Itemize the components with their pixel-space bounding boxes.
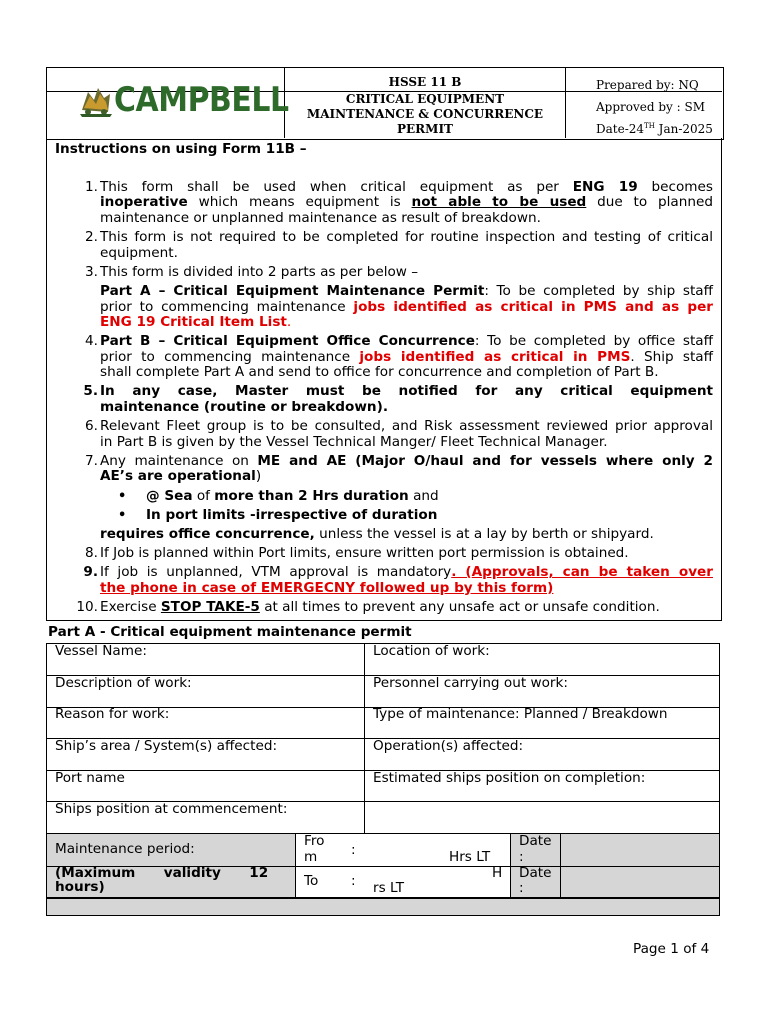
part-a-title: Part A - Critical equipment maintenance permit	[48, 624, 412, 640]
prepared-by: Prepared by: NQ	[596, 78, 699, 92]
i1-f: not able to be used	[411, 194, 587, 210]
i4-line2-a: prior to commencing maintenance	[100, 349, 360, 365]
i4-bold: Part B – Critical Equipment Office Concurrence	[100, 333, 475, 349]
port-name-label: Port name	[55, 770, 125, 786]
item-9-line1	[100, 565, 713, 581]
col-line-a	[295, 833, 296, 897]
part-a-line2-a: prior to commencing maintenance	[100, 299, 354, 315]
date-sup: TH	[644, 122, 655, 130]
i9-b: . (	[451, 564, 472, 580]
item-1-line2	[100, 195, 713, 211]
description-label: Description of work:	[55, 675, 192, 691]
b1-d: and	[408, 488, 439, 504]
item-3: This form is divided into 2 parts as per below –	[100, 264, 419, 280]
date-colon-1: :	[519, 849, 524, 865]
revision-date	[596, 122, 713, 136]
item-7-line2	[100, 469, 713, 485]
i4-line2-red: jobs identified as critical in PMS	[359, 349, 631, 365]
item-4-line3: shall complete Part A and send to office for concurrence and completion of Part B.	[100, 364, 659, 380]
bullet-2-icon: •	[118, 508, 127, 523]
i1-a: This form shall be used when critical equipment as per	[100, 179, 573, 195]
campbell-logo	[78, 80, 289, 120]
item-7-tail	[100, 527, 713, 543]
i4-line2-end: . Ship staff	[630, 349, 713, 365]
item-9-line2: the phone in case of EMERGECNY followed up by this form)	[100, 580, 554, 596]
item-2-line1: This form is not required to be completed for routine inspection and testing of critical	[100, 229, 713, 245]
i10-a: Exercise	[100, 599, 161, 615]
i7-tail-rest: unless the vessel is at a lay by berth or shipyard.	[314, 526, 654, 542]
b1-c: more than 2 Hrs duration	[214, 488, 409, 504]
bullet-2-text: In port limits -irrespective of duration	[146, 507, 438, 523]
i1-d: inoperative	[100, 194, 188, 210]
item-number-7: 7.	[85, 453, 98, 469]
part-a-line2-red: jobs identified as critical in PMS and as per	[353, 299, 713, 315]
part-a-rest: : To be completed by ship staff	[484, 283, 713, 299]
b1-b: of	[192, 488, 215, 504]
row-line-8	[46, 897, 720, 899]
form-title-line3: PERMIT	[397, 122, 453, 136]
approved-by: Approved by : SM	[596, 100, 706, 114]
i10-c: at all times to prevent any unsafe act or unsafe condition.	[259, 599, 660, 615]
date-label-2: Date	[519, 865, 552, 881]
form-title-line2: MAINTENANCE & CONCURRENCE	[306, 107, 544, 121]
from-label-b: m	[304, 849, 318, 865]
item-2-line2: equipment.	[100, 245, 178, 261]
item-number-1: 1.	[85, 179, 98, 195]
location-label: Location of work:	[373, 643, 490, 659]
i7-line2-end: )	[255, 468, 262, 484]
col-line-mid	[364, 643, 365, 833]
item-6-line2: in Part B is given by the Vessel Technical Manger/ Fleet Technical Manager.	[100, 434, 608, 450]
vessel-name-label: Vessel Name:	[55, 643, 147, 659]
date-prefix: Date-24	[596, 122, 645, 136]
item-number-5: 5.	[83, 383, 98, 399]
part-a-line3	[100, 315, 713, 331]
logo-emblem-icon	[78, 80, 114, 118]
validity-line1: (Maximum validity 12	[55, 865, 269, 881]
ship-area-label: Ship’s area / System(s) affected:	[55, 738, 278, 754]
form-title-line1: CRITICAL EQUIPMENT	[345, 92, 505, 106]
maintenance-period-label: Maintenance period:	[55, 841, 195, 857]
header-divider-2	[565, 67, 566, 138]
instructions-heading: Instructions on using Form 11B –	[55, 141, 307, 157]
item-8: If Job is planned within Port limits, ensure written port permission is obtained.	[100, 545, 629, 561]
part-a-bold: Part A – Critical Equipment Maintenance Permit	[100, 283, 485, 299]
i7-a: Any maintenance on	[100, 453, 258, 469]
to-colon: :	[351, 873, 356, 889]
part-a-line1	[100, 284, 713, 300]
operations-label: Operation(s) affected:	[373, 738, 524, 754]
page-number: Page 1 of 4	[633, 941, 710, 957]
i1-g: due to planned	[586, 194, 713, 210]
to-h: H	[492, 865, 503, 881]
col-line-b	[510, 833, 511, 897]
date-label-1: Date	[519, 833, 552, 849]
item-number-10: 10.	[76, 599, 98, 615]
date-suffix: Jan-2025	[654, 122, 713, 136]
from-hrs-lt: Hrs LT	[449, 849, 491, 865]
item-number-9: 9.	[83, 564, 98, 580]
personnel-label: Personnel carrying out work:	[373, 675, 568, 691]
item-number-3: 3.	[85, 264, 98, 280]
to-rs-lt: rs LT	[373, 880, 404, 896]
item-5-line1: In any case, Master must be notified for any critical equipment	[100, 383, 713, 399]
item-number-2: 2.	[85, 229, 98, 245]
item-4-line1	[100, 334, 713, 350]
item-number-4: 4.	[85, 333, 98, 349]
i1-e: which means equipment is	[187, 194, 412, 210]
reason-label: Reason for work:	[55, 706, 170, 722]
to-label: To	[304, 873, 319, 889]
bullet-1-icon: •	[118, 489, 127, 504]
bullet-1-text	[146, 489, 439, 505]
item-10	[100, 600, 713, 616]
est-position-label: Estimated ships position on completion:	[373, 770, 646, 786]
i1-b: ENG 19	[572, 179, 638, 195]
position-commencement-label: Ships position at commencement:	[55, 801, 288, 817]
i10-b: STOP TAKE-5	[160, 599, 260, 615]
date-colon-2: :	[519, 880, 524, 896]
item-1-line3: maintenance or unplanned maintenance as result of breakdown.	[100, 210, 541, 226]
item-6-line1: Relevant Fleet group is to be consulted, and Risk assessment reviewed prior approval	[100, 418, 713, 434]
type-label: Type of maintenance: Planned / Breakdown	[373, 706, 668, 722]
from-colon: :	[351, 842, 356, 858]
from-label-a: Fro	[304, 833, 325, 849]
date-value-cell-2[interactable]	[561, 867, 719, 897]
item-number-8: 8.	[85, 545, 98, 561]
bottom-shade-row	[47, 899, 719, 915]
date-value-cell-1[interactable]	[561, 834, 719, 866]
i9-c: Approvals, can be taken over	[471, 564, 713, 580]
item-5-line2: maintenance (routine or breakdown).	[100, 399, 388, 415]
i4-rest: : To be completed by office staff	[474, 333, 713, 349]
i1-c: becomes	[637, 179, 713, 195]
form-code: HSSE 11 B	[388, 75, 462, 89]
item-number-6: 6.	[85, 418, 98, 434]
b1-a: @ Sea	[146, 488, 193, 504]
i7-tail-bold: requires office concurrence,	[100, 526, 315, 542]
i7-b: ME and AE (Major O/haul and for vessels where only 2	[257, 453, 714, 469]
part-a-line3-end: .	[286, 314, 292, 330]
validity-line2: hours)	[55, 879, 105, 895]
part-a-line3-red: ENG 19 Critical Item List	[100, 314, 287, 330]
i9-a: If job is unplanned, VTM approval is mandatory	[100, 564, 452, 580]
logo-text: CAMPBELL	[114, 80, 289, 120]
i7-line2-b: AE’s are operational	[100, 468, 256, 484]
